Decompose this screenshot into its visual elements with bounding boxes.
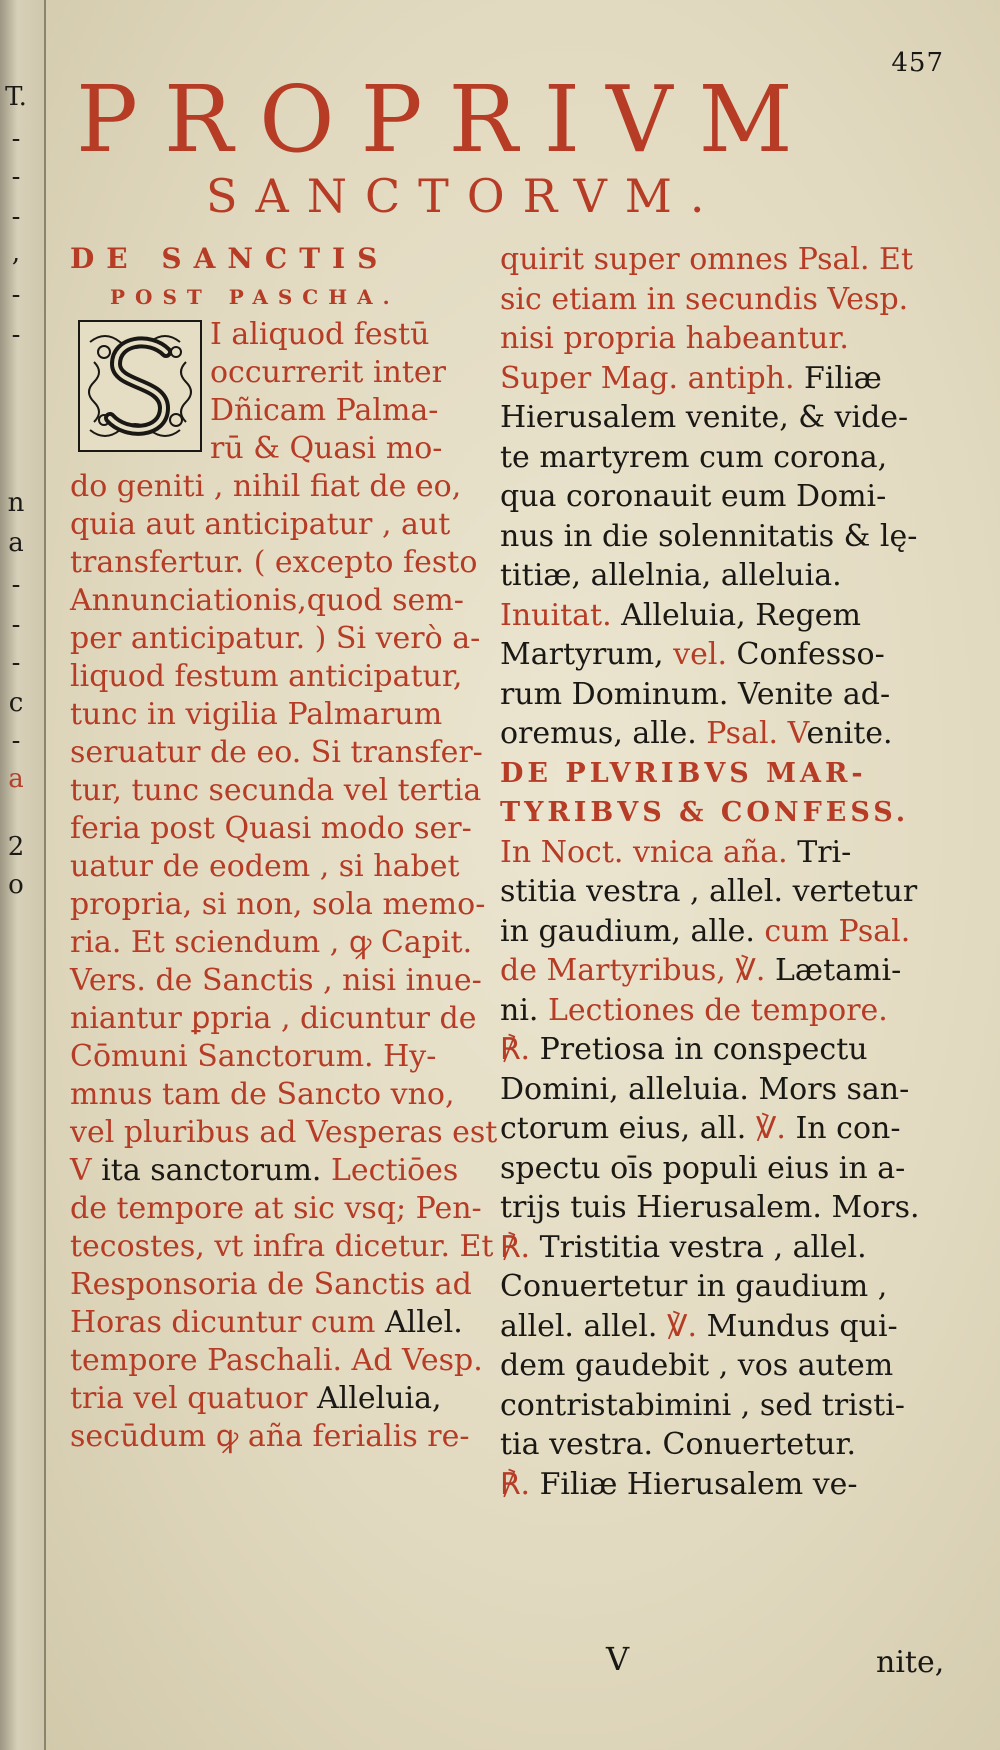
- right-column-line: [500, 1188, 965, 1228]
- rubric-text: I aliquod festū: [210, 317, 430, 352]
- right-column-line: [500, 517, 965, 557]
- margin-fragment: a: [8, 528, 24, 558]
- rubric-text: rū & Quasi mo-: [210, 431, 443, 466]
- right-column-line: [500, 714, 965, 754]
- rubric-text: quia aut anticipatur , aut: [70, 507, 451, 542]
- right-column-line: [500, 240, 965, 280]
- rubric-text: V: [70, 1153, 92, 1188]
- right-column-line: [500, 754, 965, 794]
- rubric-text: de Martyribus, ℣.: [500, 953, 766, 988]
- page-title-line-1: PROPRIVM: [76, 66, 819, 173]
- rubric-text: occurrerit inter: [210, 355, 447, 390]
- body-text: Allel.: [385, 1305, 463, 1340]
- left-column-line: [70, 924, 490, 962]
- body-text: Pretiosa in conspectu: [530, 1032, 868, 1067]
- right-column-line: [500, 1425, 965, 1465]
- rubric-text: vel pluribus ad Vesperas est: [70, 1115, 498, 1150]
- margin-fragment: T.: [5, 82, 27, 112]
- right-column-line: [500, 635, 965, 675]
- body-text: Filiæ Hierusalem ve-: [530, 1466, 858, 1502]
- rubric-text: ria. Et sciendum , ꝙ Capit.: [70, 925, 473, 960]
- body-text: enite.: [806, 716, 893, 751]
- left-column-line: [70, 962, 490, 1000]
- left-column-line: [70, 886, 490, 924]
- rubric-text: Annunciationis,quod sem-: [70, 583, 464, 618]
- rubric-text: DE PLVRIBVS MAR-: [500, 757, 867, 789]
- right-column-line: [500, 675, 965, 715]
- rubric-text: liquod festum anticipatur,: [70, 659, 463, 694]
- right-column-line: [500, 556, 965, 596]
- rubric-text: Vers. de Sanctis , nisi inue-: [70, 963, 482, 998]
- body-text: Confesso-: [726, 637, 885, 672]
- right-column-line: [500, 833, 965, 873]
- rubric-text: Dñicam Palma-: [210, 393, 439, 428]
- body-text: tia vestra. Conuertetur.: [500, 1427, 857, 1462]
- margin-fragment: -: [11, 320, 21, 350]
- rubric-text: nisi propria habeantur.: [500, 321, 849, 356]
- left-column-line: [70, 1190, 490, 1228]
- right-column-line: [500, 991, 965, 1031]
- rubric-text: Responsoria de Sanctis ad: [70, 1267, 472, 1302]
- left-column-line: [70, 1038, 490, 1076]
- margin-fragment: -: [11, 726, 21, 756]
- rubric-text: tecostes, vt infra dicetur. Et: [70, 1229, 494, 1264]
- body-text: ita sanctorum.: [91, 1153, 322, 1188]
- rubric-text: quirit super omnes Psal. Et: [500, 242, 913, 277]
- right-column-line: [500, 1465, 965, 1505]
- rubric-text: vel.: [673, 637, 727, 672]
- right-column-line: [500, 1307, 965, 1347]
- rubric-text: feria post Quasi modo ser-: [70, 811, 472, 846]
- right-column-line: [500, 1030, 965, 1070]
- rubric-text: do geniti , nihil fiat de eo,: [70, 469, 462, 504]
- rubric-text: tunc in vigilia Palmarum: [70, 697, 443, 732]
- right-column-line: [500, 359, 965, 399]
- left-column-line: [70, 1266, 490, 1304]
- page-title-line-2: SANCTORVM.: [206, 169, 723, 223]
- right-column-line: [500, 1228, 965, 1268]
- adjacent-page-edge: [0, 0, 46, 1750]
- left-column-line: [70, 1152, 490, 1190]
- margin-fragment: -: [11, 202, 21, 232]
- left-column-line: [70, 1304, 490, 1342]
- body-text: oremus, alle.: [500, 716, 707, 751]
- left-column-line: [70, 1114, 498, 1152]
- right-column-line: [500, 477, 965, 517]
- right-column-line: [500, 319, 965, 359]
- right-column-line: [500, 1267, 965, 1307]
- rubric-text: propria, si non, sola memo-: [70, 887, 486, 922]
- margin-fragment: n: [7, 488, 25, 518]
- body-text: Alleluia, Regem: [611, 597, 861, 633]
- rubric-text: seruatur de eo. Si transfer-: [70, 735, 483, 770]
- left-column-line: [70, 1000, 490, 1038]
- left-column-line: [70, 544, 490, 582]
- right-column-line: [500, 1149, 965, 1189]
- body-text: contristabimini , sed tristi-: [500, 1387, 905, 1423]
- left-column-line: [70, 1342, 490, 1380]
- left-column-line: [70, 354, 490, 392]
- left-column-line: [70, 1418, 490, 1456]
- margin-fragment: -: [11, 280, 21, 310]
- body-text: spectu oīs populi eius in a-: [500, 1150, 906, 1186]
- rubric-text: Horas dicuntur cum: [70, 1305, 385, 1340]
- rubric-text: Psal.: [706, 716, 779, 751]
- left-column-line: [70, 772, 490, 810]
- rubric-text: Super Mag. antiph.: [500, 360, 795, 396]
- section-heading: DE SANCTIS: [70, 242, 390, 275]
- left-column-line: [70, 734, 490, 772]
- rubric-text: Lectiōes: [321, 1153, 459, 1188]
- left-column-line: [70, 810, 490, 848]
- rubric-text: tempore Paschali. Ad Vesp.: [70, 1343, 483, 1378]
- margin-fragment: -: [11, 162, 21, 192]
- rubric-text: Cōmuni Sanctorum. Hy-: [70, 1039, 437, 1074]
- left-column-line: [70, 582, 490, 620]
- right-column-line: [500, 793, 965, 833]
- body-text: Lætami-: [765, 953, 902, 988]
- rubric-text: TYRIBVS & CONFESS.: [500, 797, 910, 828]
- left-column-line: [70, 1228, 494, 1266]
- right-column-line: [500, 951, 965, 991]
- left-column-line: [70, 658, 490, 696]
- right-column-text: [500, 240, 965, 1504]
- book-page: [46, 0, 1000, 1750]
- margin-fragment: o: [8, 870, 24, 900]
- body-text: stitia vestra , allel. vertetur: [500, 874, 918, 909]
- body-text: Hierusalem venite, & vide-: [500, 400, 909, 435]
- margin-fragment: 2: [7, 832, 25, 862]
- left-column-line: [70, 430, 490, 468]
- body-text: ni.: [500, 992, 548, 1028]
- right-column-line: [500, 1386, 965, 1426]
- rubric-text: secūdum ꝙ aña ferialis re-: [70, 1419, 470, 1454]
- rubric-text: de tempore at sic vsq; Pen-: [70, 1191, 482, 1226]
- rubric-text: cum Psal.: [764, 913, 911, 949]
- rubric-text: sic etiam in secundis Vesp.: [500, 281, 909, 317]
- left-column-line: [70, 620, 490, 658]
- body-text: ctorum eius, all.: [500, 1111, 756, 1146]
- left-column-text: [70, 316, 498, 1456]
- margin-fragment: ,: [11, 238, 21, 268]
- body-text: te martyrem cum corona,: [500, 439, 888, 475]
- left-column-line: [70, 506, 490, 544]
- body-text: allel. allel.: [500, 1308, 667, 1344]
- body-text: trijs tuis Hierusalem. Mors.: [500, 1190, 920, 1225]
- body-text: In con-: [785, 1111, 901, 1146]
- left-column-line: [70, 316, 490, 354]
- rubric-text: uatur de eodem , si habet: [70, 849, 460, 884]
- rubric-text: transfertur. ( excepto festo: [70, 545, 478, 580]
- right-column-line: [500, 1070, 965, 1110]
- margin-fragment: -: [11, 648, 21, 678]
- rubric-text: Lectiones de tempore.: [548, 992, 888, 1028]
- margin-fragment: c: [8, 688, 24, 718]
- body-text: Filiæ: [794, 360, 882, 396]
- body-text: rum Dominum. Venite ad-: [500, 676, 891, 712]
- margin-fragment: -: [11, 610, 21, 640]
- rubric-text: ℟.: [500, 1466, 531, 1502]
- rubric-text: per anticipatur. ) Si verò a-: [70, 621, 481, 656]
- rubric-text: ℣.: [755, 1111, 786, 1146]
- body-text: Mundus qui-: [697, 1308, 898, 1344]
- margin-fragment: a: [8, 764, 24, 794]
- body-text: dem gaudebit , vos autem: [500, 1348, 894, 1383]
- left-column-line: [70, 848, 490, 886]
- body-text: Martyrum,: [500, 637, 674, 672]
- margin-fragment: -: [11, 570, 21, 600]
- body-text: Tristitia vestra , allel.: [530, 1229, 867, 1265]
- left-column-line: [70, 696, 490, 734]
- body-text: Alleluia,: [316, 1381, 442, 1416]
- page-number: 457: [891, 48, 944, 78]
- rubric-text: In Noct. vnica aña.: [500, 834, 788, 870]
- rubric-text: niantur ꝑpria , dicuntur de: [70, 1001, 477, 1036]
- left-column-line: [70, 1076, 490, 1114]
- body-text: titiæ, allelnia, alleluia.: [500, 558, 842, 593]
- left-column-line: [70, 1380, 490, 1418]
- body-text: qua coronauit eum Domi-: [500, 479, 887, 514]
- rubric-text: V: [778, 716, 807, 751]
- right-column-line: [500, 872, 965, 912]
- left-column: [70, 240, 498, 1456]
- body-text: Domini, alleluia. Mors san-: [500, 1071, 910, 1107]
- signature-mark: V: [606, 1640, 630, 1678]
- rubric-text: ℣.: [667, 1308, 698, 1344]
- right-column-line: [500, 912, 965, 952]
- rubric-text: tria vel quatuor: [70, 1381, 317, 1416]
- rubric-text: tur, tunc secunda vel tertia: [70, 773, 482, 808]
- section-subheading: POST PASCHA.: [110, 285, 400, 309]
- right-column-line: [500, 398, 965, 438]
- right-column: [500, 240, 965, 1504]
- rubric-text: mnus tam de Sancto vno,: [70, 1077, 455, 1112]
- right-column-line: [500, 1346, 965, 1386]
- left-column-line: [70, 468, 490, 506]
- rubric-text: ℟.: [500, 1229, 531, 1265]
- right-column-line: [500, 438, 965, 478]
- right-column-line: [500, 1109, 965, 1149]
- left-column-line: [70, 392, 490, 430]
- catchword: nite,: [876, 1645, 945, 1680]
- body-text: Conuertetur in gaudium ,: [500, 1269, 888, 1304]
- rubric-text: ℟.: [500, 1032, 531, 1067]
- right-column-line: [500, 596, 965, 636]
- margin-fragment: -: [11, 124, 21, 154]
- right-column-line: [500, 280, 965, 320]
- body-text: nus in die solennitatis & lę-: [500, 518, 918, 554]
- body-text: Tri-: [787, 834, 852, 870]
- body-text: in gaudium, alle.: [500, 913, 765, 949]
- rubric-text: Inuitat.: [500, 597, 612, 633]
